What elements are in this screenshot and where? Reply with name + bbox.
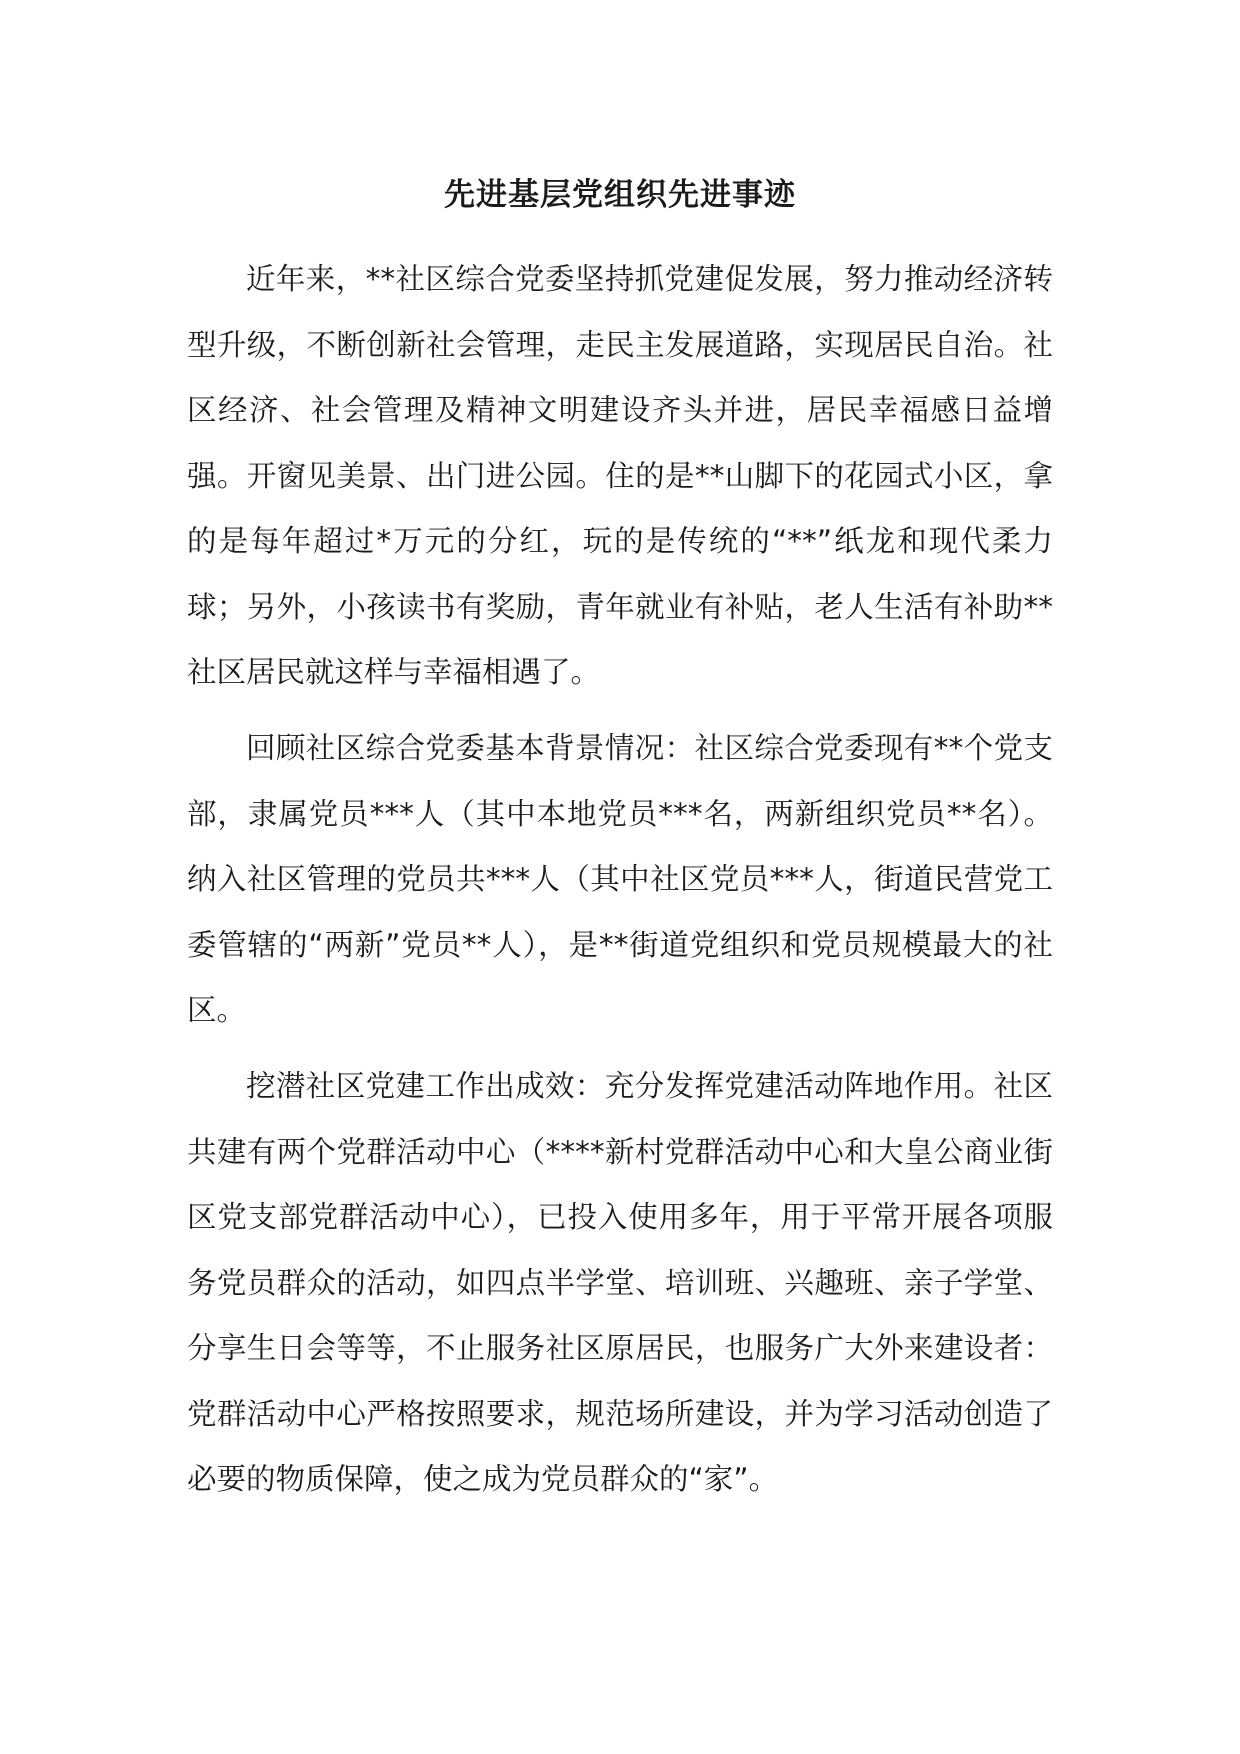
paragraph-party-background: 回顾社区综合党委基本背景情况：社区综合党委现有**个党支部，隶属党员***人（其中本地党员***名，两新组织党员**名）。纳入社区管理的党员共***人（其中社区党员***人，街道民营党工委管辖的“两新”党员**人），是**街道党组织和党员规模最大的社区。 [187, 731, 1053, 1027]
paragraph-party-building-results: 挖潜社区党建工作出成效：充分发挥党建活动阵地作用。社区共建有两个党群活动中心（****新村党群活动中心和大皇公商业街区党支部党群活动中心），已投入使用多年，用于平常开展各项服务党员群众的活动，如四点半学堂、培训班、兴趣班、亲子学堂、分享生日会等等，不止服务社区原居民，也服务广大外来建设者：党群活动中心严格按照要求，规范场所建设，并为学习活动创造了必要的物质保障，使之成为党员群众的“家”。 [187, 1069, 1053, 1496]
document-title: 先进基层党组织先进事迹 [444, 177, 796, 213]
paragraph-community-overview: 近年来，**社区综合党委坚持抓党建促发展，努力推动经济转型升级，不断创新社会管理，走民主发展道路，实现居民自治。社区经济、社会管理及精神文明建设齐头并进，居民幸福感日益增强。开窗见美景、出门进公园。住的是**山脚下的花园式小区，拿的是每年超过*万元的分红，玩的是传统的“**”纸龙和现代柔力球；另外，小孩读书有奖励，青年就业有补贴，老人生活有补助**社区居民就这样与幸福相遇了。 [187, 262, 1053, 689]
